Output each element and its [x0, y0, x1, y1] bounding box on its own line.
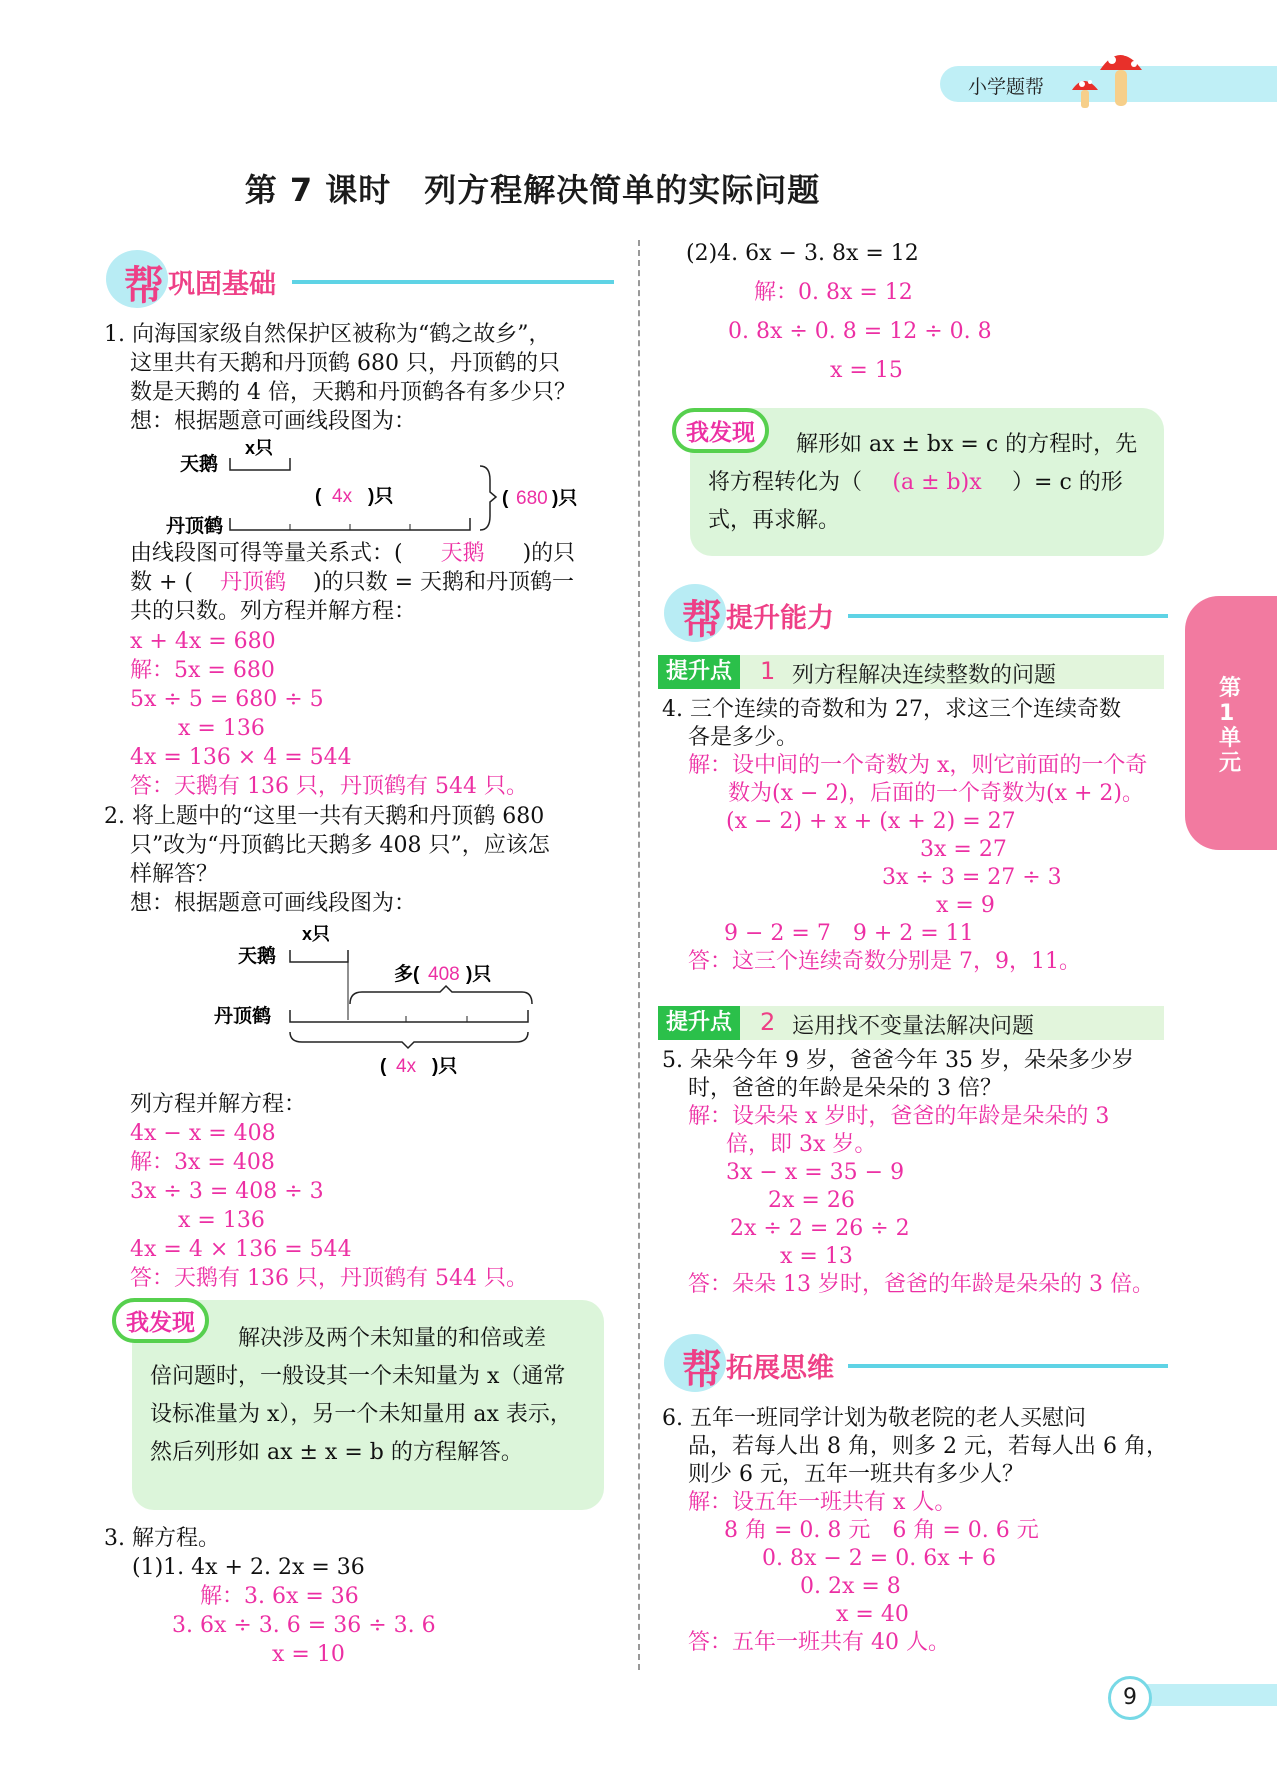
- q1-stem-line1: 1. 向海国家级自然保护区被称为“鹤之故乡”，: [104, 322, 551, 347]
- q2-fill-408: 408: [428, 964, 460, 985]
- q1-fill-680: 680: [516, 488, 548, 509]
- q2-sol-5: 4x = 4 × 136 = 544: [130, 1237, 352, 1262]
- point-tag-2: [658, 1006, 1164, 1040]
- point-tag-text: 运用找不变量法解决问题: [792, 1014, 1035, 1039]
- q4-sol-5: 3x ÷ 3 = 27 ÷ 3: [882, 865, 1062, 890]
- q3-s2-1: 解：0. 8x = 12: [754, 280, 913, 305]
- q3-s2-3: x = 15: [830, 358, 903, 383]
- q2-bottom-brace: [290, 1032, 528, 1048]
- q6-answer: 答：五年一班共有 40 人。: [688, 1630, 950, 1655]
- q2-line-diagram: [210, 920, 540, 1080]
- unit-tab-label: 第1单元: [1219, 676, 1242, 776]
- q2-stem-line3: 样解答？: [130, 862, 219, 887]
- q1-sol-4: x = 136: [178, 716, 265, 741]
- q3-s1-2: 3. 6x ÷ 3. 6 = 36 ÷ 3. 6: [172, 1613, 436, 1638]
- q6-stem-line3: 则少 6 元，五年一班共有多少人？: [688, 1462, 1024, 1487]
- q1-stem-line2: 这里共有天鹅和丹顶鹤 680 只，丹顶鹤的只: [130, 351, 560, 376]
- point-tag-number: 1: [760, 657, 776, 685]
- q1-sol-5: 4x = 136 × 4 = 544: [130, 745, 352, 770]
- q5-answer: 答：朵朵 13 岁时，爸爸的年龄是朵朵的 3 倍。: [688, 1272, 1154, 1297]
- q2-open-paren: (: [380, 1056, 387, 1077]
- q1-sol-1: x + 4x = 680: [130, 629, 276, 654]
- point-tag-label: 提升点: [658, 655, 740, 689]
- q5-stem-line1: 5. 朵朵今年 9 岁，爸爸今年 35 岁，朵朵多少岁: [662, 1048, 1134, 1073]
- q2-stem-line1: 2. 将上题中的“这里一共有天鹅和丹顶鹤 680: [104, 804, 545, 829]
- page-title: 第 7 课时 列方程解决简单的实际问题: [244, 171, 821, 209]
- q1-open-paren: (: [315, 486, 322, 507]
- q3-s2-2: 0. 8x ÷ 0. 8 = 12 ÷ 0. 8: [728, 319, 992, 344]
- point-tag-1: [658, 655, 1164, 689]
- point-tag-number: 2: [760, 1008, 776, 1036]
- q2-fill-4x: 4x: [396, 1056, 417, 1077]
- q4-answer: 答：这三个连续奇数分别是 7，9，11。: [688, 949, 1081, 974]
- section-expand-header: [664, 1334, 1168, 1392]
- q5-sol-6: x = 13: [780, 1244, 853, 1269]
- mushroom-icon: [1060, 40, 1150, 120]
- discover2-line1: 解形如 ax ± bx = c 的方程时，先: [796, 432, 1138, 457]
- q3-s1-1: 解：3. 6x = 36: [200, 1584, 359, 1609]
- q4-sol-3: (x − 2) + x + (x + 2) = 27: [726, 809, 1016, 834]
- q1-swan-label: 天鹅: [180, 454, 219, 475]
- section-line: [292, 280, 614, 284]
- discover1-line3: 设标准量为 x），另一个未知量用 ax 表示，: [150, 1402, 572, 1427]
- q1-relation-c: 共的只数。列方程并解方程：: [130, 599, 417, 624]
- q2-equation-label: 列方程并解方程：: [130, 1092, 307, 1117]
- point-tag-label: 提升点: [658, 1006, 740, 1040]
- q1-relation-b: [130, 568, 574, 597]
- column-divider: [638, 240, 640, 1670]
- q1-relation-a: [130, 539, 575, 568]
- q1-rel-text-d: )的只数 = 天鹅和丹顶鹤一: [313, 570, 575, 595]
- q2-swan-segment: [290, 950, 348, 962]
- bang-char: 帮: [682, 1347, 722, 1393]
- q4-sol-6: x = 9: [936, 893, 995, 918]
- q5-sol-4: 2x = 26: [768, 1188, 855, 1213]
- section-basic-header: [106, 250, 614, 308]
- q6-sol-2: 8 角 = 0. 8 元 6 角 = 0. 6 元: [724, 1518, 1039, 1543]
- q4-stem-line1: 4. 三个连续的奇数和为 27，求这三个连续奇数: [662, 697, 1121, 722]
- q2-sol-3: 3x ÷ 3 = 408 ÷ 3: [130, 1179, 324, 1204]
- section-basic-title: 巩固基础: [168, 269, 276, 300]
- q5-sol-5: 2x ÷ 2 = 26 ÷ 2: [730, 1216, 910, 1241]
- q4-sol-4: 3x = 27: [920, 837, 1007, 862]
- q1-brace: [480, 466, 496, 530]
- discover2-text-a: 将方程转化为（: [708, 470, 863, 495]
- q2-crane-segment: [290, 1010, 528, 1022]
- q1-fill-4x: 4x: [332, 486, 353, 507]
- discover2-line3: 式，再求解。: [708, 508, 841, 533]
- q6-stem-line2: 品，若每人出 8 角，则多 2 元，若每人出 6 角，: [688, 1434, 1168, 1459]
- q4-sol-2: 数为(x − 2)，后面的一个奇数为(x + 2)。: [728, 781, 1144, 806]
- q1-answer: 答：天鹅有 136 只，丹顶鹤有 544 只。: [130, 774, 528, 799]
- q1-open-paren2: (: [502, 488, 509, 509]
- q2-more-label: 多(: [394, 964, 420, 985]
- brand-name: 小学题帮: [968, 76, 1045, 98]
- q1-swan-segment: [230, 458, 290, 470]
- q2-x-unit: x只: [302, 924, 331, 944]
- q1-fill-crane: 丹顶鹤: [220, 570, 287, 595]
- q4-stem-line2: 各是多少。: [688, 725, 799, 750]
- discover-badge-1: 我发现: [112, 1298, 209, 1343]
- q1-rel-text-a: 由线段图可得等量关系式：(: [130, 541, 403, 566]
- q1-stem-line3: 数是天鹅的 4 倍，天鹅和丹顶鹤各有多少只？: [130, 380, 576, 405]
- q2-top-brace: [350, 986, 532, 1004]
- bang-char: 帮: [124, 263, 164, 309]
- section-expand-title: 拓展思维: [726, 1353, 834, 1384]
- q2-answer: 答：天鹅有 136 只，丹顶鹤有 544 只。: [130, 1266, 528, 1291]
- bang-char: 帮: [682, 597, 722, 643]
- unit-tab: [1185, 596, 1277, 850]
- q2-think: 想：根据题意可画线段图为：: [130, 891, 417, 916]
- discover2-text-b: ）= c 的形: [1012, 470, 1123, 495]
- q2-close-unit2: )只: [432, 1056, 458, 1077]
- q2-close-unit: )只: [466, 964, 492, 985]
- discover-badge-2: 我发现: [672, 408, 769, 453]
- q1-fill-swan: 天鹅: [440, 541, 485, 566]
- q6-sol-1: 解：设五年一班共有 x 人。: [688, 1490, 957, 1515]
- discover1-line1: 解决涉及两个未知量的和倍或差: [238, 1326, 547, 1351]
- q1-crane-label: 丹顶鹤: [166, 516, 224, 537]
- q6-stem-line1: 6. 五年一班同学计划为敬老院的老人买慰问: [662, 1406, 1086, 1431]
- q3-p1: (1)1. 4x + 2. 2x = 36: [132, 1555, 365, 1580]
- section-improve-title: 提升能力: [726, 603, 834, 634]
- q3-p2: (2)4. 6x − 3. 8x = 12: [686, 241, 919, 266]
- q5-sol-3: 3x − x = 35 − 9: [726, 1160, 905, 1185]
- q4-sol-7: 9 − 2 = 7 9 + 2 = 11: [724, 921, 974, 946]
- q2-sol-4: x = 136: [178, 1208, 265, 1233]
- q1-sol-2: 解：5x = 680: [130, 658, 275, 683]
- discover2-fill: (a ± b)x: [892, 470, 982, 495]
- q2-swan-label: 天鹅: [238, 946, 277, 967]
- q6-sol-4: 0. 2x = 8: [800, 1574, 901, 1599]
- q2-sol-2: 解：3x = 408: [130, 1150, 275, 1175]
- q1-line-diagram: [150, 436, 600, 538]
- q4-sol-1: 解：设中间的一个奇数为 x，则它前面的一个奇: [688, 753, 1148, 778]
- q3-stem: 3. 解方程。: [104, 1526, 220, 1551]
- section-line: [848, 614, 1168, 618]
- page-number: 9: [1108, 1676, 1152, 1720]
- q1-sol-3: 5x ÷ 5 = 680 ÷ 5: [130, 687, 324, 712]
- q3-s1-3: x = 10: [272, 1642, 345, 1667]
- q1-x-unit: x只: [245, 438, 274, 458]
- point-tag-text: 列方程解决连续整数的问题: [792, 663, 1057, 688]
- q5-sol-1: 解：设朵朵 x 岁时，爸爸的年龄是朵朵的 3: [688, 1104, 1110, 1129]
- q1-rel-text-b: )的只: [522, 541, 576, 566]
- section-line: [848, 1364, 1168, 1368]
- q5-stem-line2: 时，爸爸的年龄是朵朵的 3 倍？: [688, 1076, 1002, 1101]
- q1-think: 想：根据题意可画线段图为：: [130, 409, 417, 434]
- section-improve-header: [664, 584, 1168, 642]
- discover2-line2: [708, 468, 1123, 497]
- q6-sol-3: 0. 8x − 2 = 0. 6x + 6: [762, 1546, 997, 1571]
- q2-stem-line2: 只”改为“丹顶鹤比天鹅多 408 只”，应该怎: [130, 833, 550, 858]
- q1-rel-text-c: 数 + (: [130, 570, 194, 595]
- q5-sol-2: 倍，即 3x 岁。: [726, 1132, 877, 1157]
- discover1-line2: 倍问题时，一般设其一个未知量为 x（通常: [150, 1364, 566, 1389]
- q1-close-unit: )只: [368, 486, 394, 507]
- q1-close-unit2: )只: [552, 488, 578, 509]
- q6-sol-5: x = 40: [836, 1602, 909, 1627]
- discover1-line4: 然后列形如 ax ± x = b 的方程解答。: [150, 1440, 523, 1465]
- q2-crane-label: 丹顶鹤: [214, 1006, 272, 1027]
- q2-sol-1: 4x − x = 408: [130, 1121, 276, 1146]
